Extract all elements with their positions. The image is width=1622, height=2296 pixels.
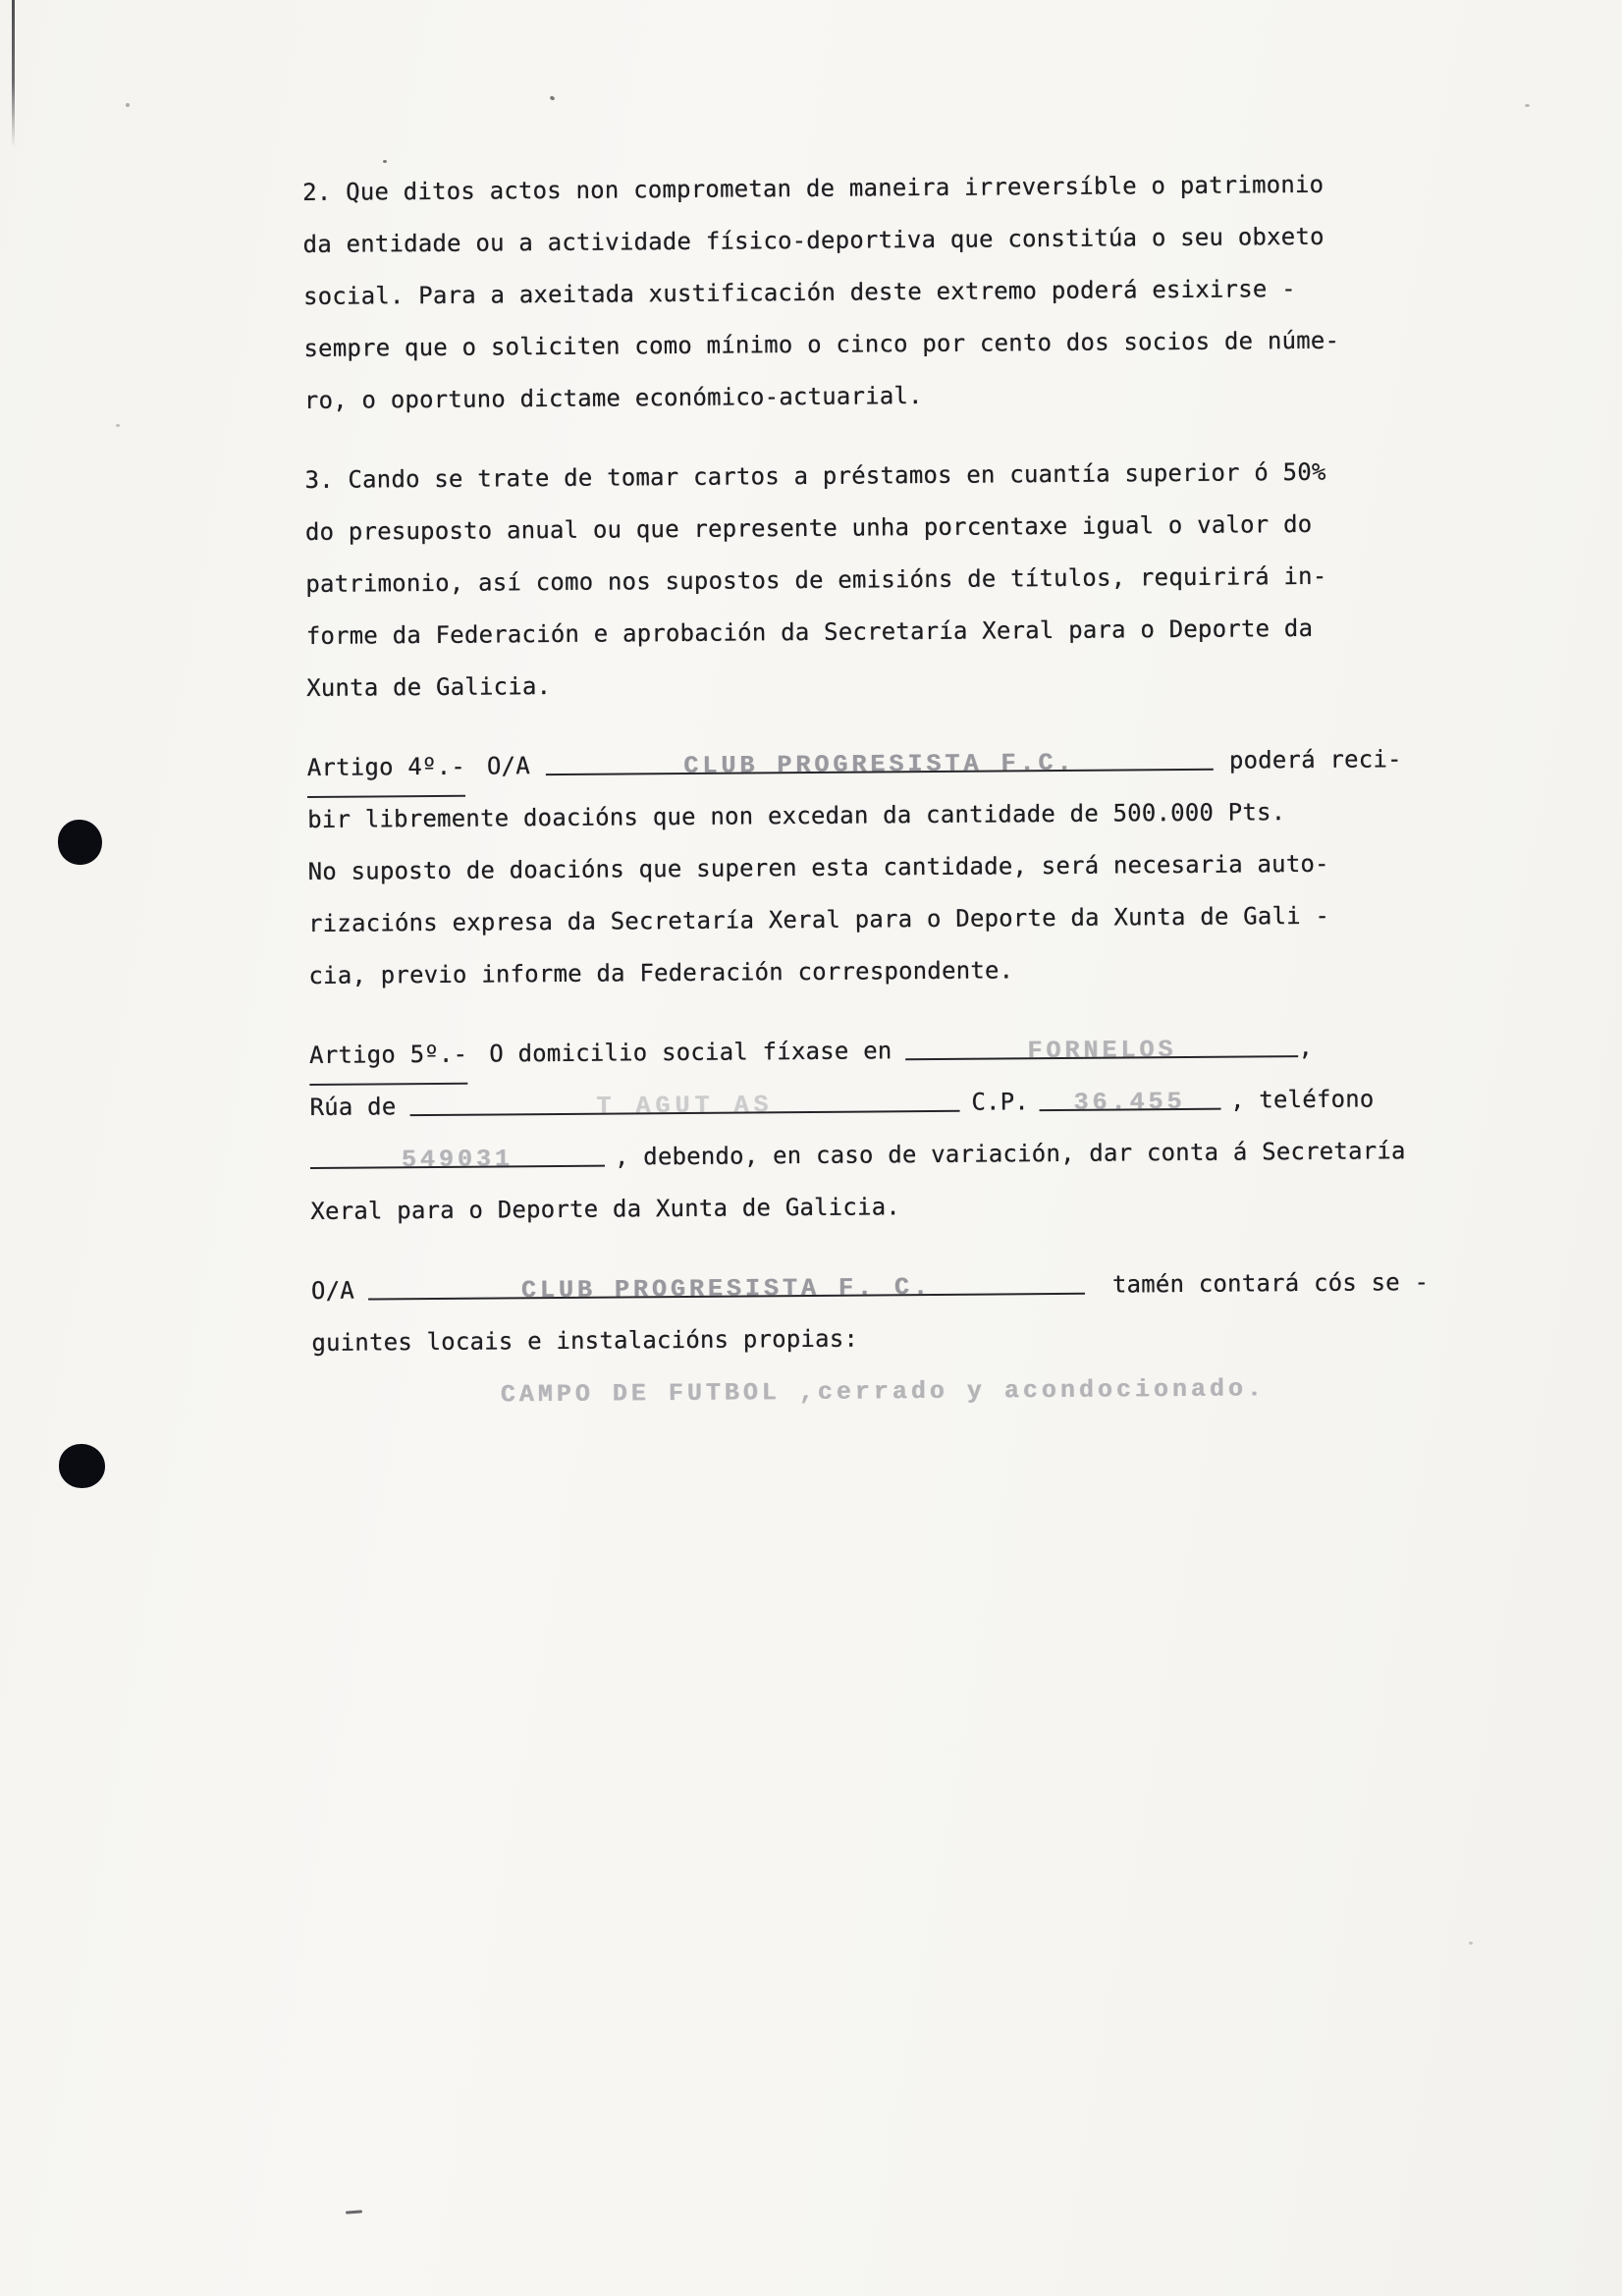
comma: , [1298,1033,1314,1062]
text-line: forme da Federación e aprobación da Secretaría Xeral para o Deporte da [305,614,1314,650]
scan-speck [116,424,120,427]
article-5 [309,1020,1578,1238]
text-line: social. Para a axeitada xustificación deste extremo poderá esixirse - [302,275,1296,310]
text-line: da entidade ou a actividade físico-deportiva que constitúa o seu obxeto [302,222,1325,258]
club-name-stamp: CLUB PROGRESISTA F. C. [520,1273,933,1306]
article-4-label: Artigo 4º.- [307,741,466,798]
hole-punch-dot [59,1444,105,1488]
scan-edge-artifact [12,0,15,147]
article-4 [307,732,1576,1002]
text-line: Xunta de Galicia. [306,672,552,702]
article-4-heading-line [307,732,1574,794]
scan-speck [549,95,555,101]
place-stamp: FORNELOS [1027,1036,1177,1066]
oa-clause [311,1255,1579,1421]
scan-speck [1525,104,1530,107]
text-line: ro, o oportuno dictame económico-actuarial. [303,382,923,414]
street-stamp: T AGUT AS [596,1091,774,1121]
street-label: Rúa de [309,1093,397,1121]
text-line: cia, previo informe da Federación correspondente. [308,956,1014,989]
text-line: patrimonio, así como nos supostos de emisións de títulos, requirirá in- [305,561,1327,598]
phone-stamp: 549031 [401,1145,514,1175]
postal-code-label: C.P. [971,1088,1030,1116]
line-suffix: , debendo, en caso de variación, dar conta á Secretaría [614,1137,1406,1171]
scan-speck [126,103,130,107]
clause-2 [302,157,1571,427]
text-line: 3. Cando se trate de tomar cartos a préstamos en cuantía superior ó 50% [304,457,1326,494]
club-name-blank [368,1259,1085,1306]
oa-prefix: O/A [486,752,531,780]
line-suffix: poderá reci- [1228,745,1402,774]
text-line: do presuposto anual ou que represente unha porcentaxe igual o valor do [304,509,1313,546]
line-suffix: tamén contará cós se - [1111,1268,1430,1299]
document-body [302,157,1579,1449]
text-line: bir libremente doacións que non excedan da cantidade de 500.000 Pts. [307,798,1286,833]
postal-code-stamp: 36.455 [1073,1087,1186,1117]
scan-speck [1469,1942,1473,1945]
phone-blank [310,1132,605,1175]
scan-speck [383,160,387,163]
facility-stamp-line [501,1360,1579,1420]
street-blank [409,1077,959,1121]
club-name-blank [546,735,1214,780]
phone-line [310,1124,1577,1186]
text-line: rizacións expresa da Secretaría Xeral para o Deporte da Xunta de Gali - [307,901,1330,937]
article-5-label: Artigo 5º.- [309,1029,468,1086]
text-line: guintes locais e instalacións propias: [311,1324,859,1357]
oa-heading-line [311,1255,1578,1317]
clause-3 [304,445,1573,715]
postal-code-blank [1039,1075,1220,1117]
text-line: No suposto de doacións que superen esta cantidade, será necesaria auto- [307,849,1329,885]
scan-dash-artifact [346,2210,362,2214]
oa-prefix: O/A [310,1276,355,1305]
club-name-stamp: CLUB PROGRESISTA F.C. [683,748,1076,780]
facility-stamp: CAMPO DE FUTBOL ,cerrado y acondocionado. [500,1374,1267,1410]
line-text: O domicilio social fíxase en [489,1037,892,1068]
text-line: sempre que o soliciten como mínimo o cinco por cento dos socios de núme- [303,326,1340,362]
hole-punch-dot [58,820,102,865]
text-line: 2. Que ditos actos non comprometan de maneira irreversíble o patrimonio [302,170,1325,206]
place-blank [905,1022,1298,1066]
text-line: Xeral para o Deporte da Xunta de Galicia. [310,1193,901,1225]
line-suffix: , teléfono [1229,1085,1375,1114]
